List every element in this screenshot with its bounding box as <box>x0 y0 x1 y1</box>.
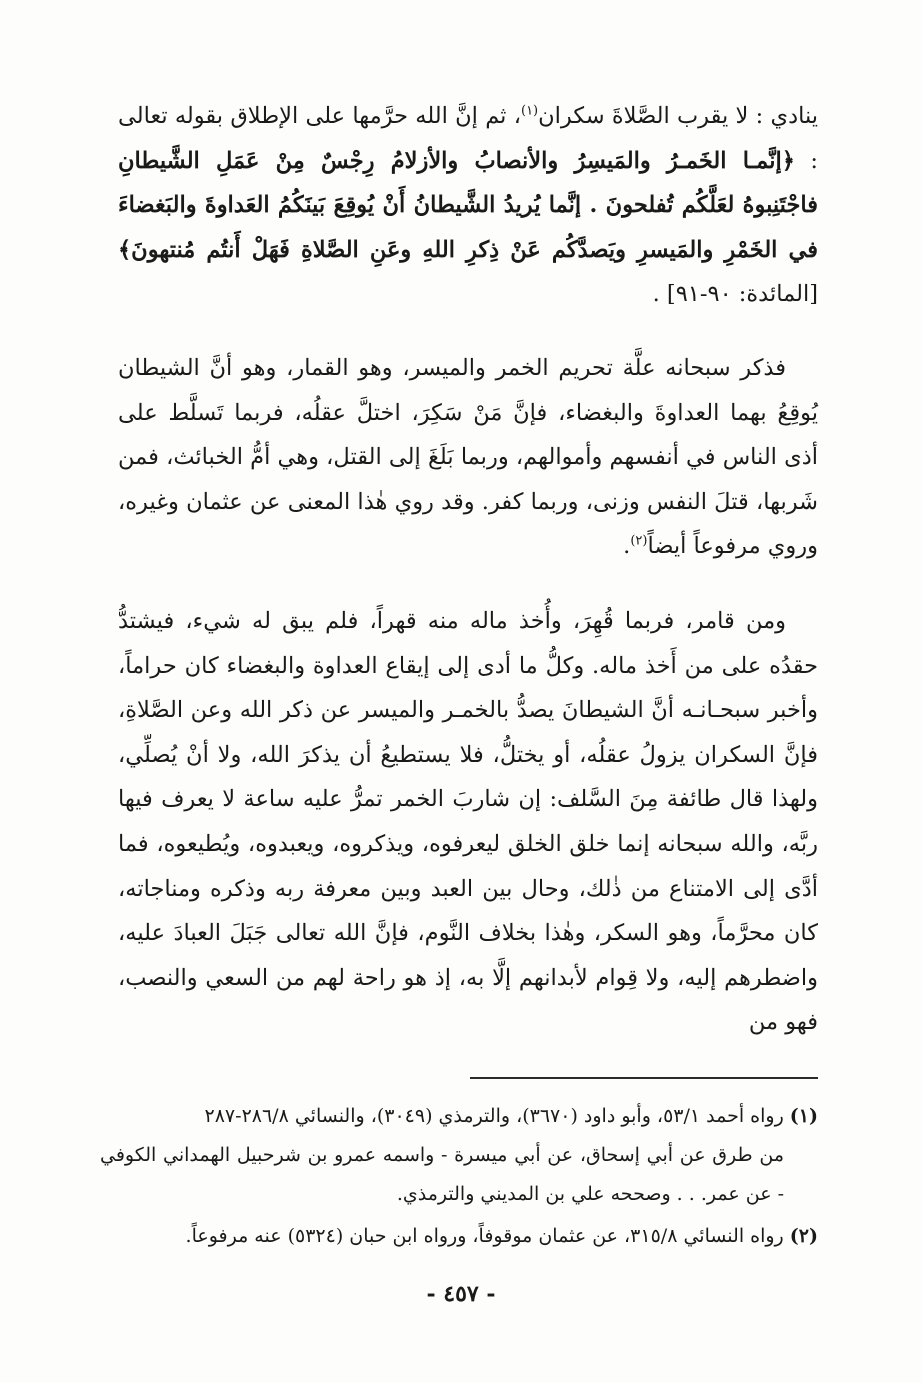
main-text <box>118 94 818 1045</box>
footnote-2-text: رواه النسائي ٣١٥/٨، عن عثمان موقوفاً، ورواه ابن حبان (٥٣٢٤) عنه مرفوعاً. <box>185 1225 790 1247</box>
paragraph-2-text: فذكر سبحانه علَّة تحريم الخمر والميسر، وهو القمار، وهو أنَّ الشيطان يُوقِعُ بهما العداوةَ والبغضاء، فإنَّ مَنْ سَكِرَ، اختلَّ عقلُه، فربما تَسلَّط على أذى الناس في أنفسهم وأموالهم، وربما بَلَغَ إلى القتل، وهي أمُّ الخبائث، فمن شَربها، قتلَ النفس وزنى، وربما كفر. وقد روي هٰذا المعنى عن عثمان وغيره، وروي مرفوعاً أيضاً <box>118 354 818 560</box>
paragraph-1-lead: ينادي : لا يقرب الصَّلاةَ سكران <box>538 103 818 129</box>
paragraph-1-after-ref: ، ثم إنَّ الله حرَّمها على الإطلاق بقوله تعالى : <box>118 103 818 174</box>
footnote-2-number: (٢) <box>789 1225 818 1247</box>
footnotes <box>100 1097 818 1256</box>
footnote-1-continuation: من طرق عن أبي إسحاق، عن أبي ميسرة - واسمه عمرو بن شرحبيل الهمداني الكوفي - عن عمر. . . وصححه علي بن المديني والترمذي. <box>100 1144 784 1205</box>
footnote-ref-2: (٢) <box>630 533 648 549</box>
footnote-2 <box>100 1217 818 1256</box>
quran-verse: ﴿إنَّمـا الخَمـرُ والمَيسِرُ والأنصابُ والأزلامُ رِجْسٌ مِنْ عَمَلِ الشَّيطانِ فاجْتَنِبوهُ لعَلَّكُم تُفلحونَ . إنَّما يُريدُ الشَّيطانُ أَنْ يُوقِعَ بَينَكُمُ العَداوةَ والبَغضاءَ في الخَمْرِ والمَيسرِ ويَصدَّكُم عَنْ ذِكرِ اللهِ وعَنِ الصَّلاةِ فَهَلْ أَنتُم مُنتهونَ﴾ <box>118 147 818 263</box>
page-number: - ٤٥٧ - <box>426 1281 496 1307</box>
footnote-ref-1: (١) <box>520 103 539 119</box>
paragraph-2 <box>118 346 818 569</box>
footnote-separator <box>470 1077 818 1079</box>
footnote-1 <box>100 1097 818 1136</box>
verse-citation: [المائدة: ٩٠-٩١] . <box>652 281 818 308</box>
footnote-1-line1: رواه أحمد ٥٣/١، وأبو داود (٣٦٧٠)، والترمذي (٣٠٤٩)، والنسائي ٢٨٦/٨-٢٨٧ <box>204 1105 790 1127</box>
paragraph-2-end: . <box>623 533 631 560</box>
footnote-1-number: (١) <box>789 1105 818 1127</box>
paragraph-3 <box>118 599 818 1045</box>
paragraph-1 <box>118 94 818 317</box>
paragraph-3-text: ومن قامر، فربما قُهِرَ، وأُخذ ماله منه قهراً، فلم يبق له شيء، فيشتدُّ حقدُه على من أَخذ ماله. وكلُّ ما أدى إلى إيقاع العداوة والبغضاء كان حراماً، وأخبر سبحـانـه أنَّ الشيطانَ يصدُّ بالخمـر والميسر عن ذكر الله وعن الصَّلاةِ، فإنَّ السكران يزولُ عقلُه، أو يختلُّ، فلا يستطيعُ أن يذكرَ الله، ولا أنْ يُصلِّي، ولهذا قال طائفة مِنَ السَّلف: إن شاربَ الخمر تمرُّ عليه ساعة لا يعرف فيها ربَّه، والله سبحانه إنما خلق الخلق ليعرفوه، ويذكروه، ويعبدوه، ويُطيعوه، فما أدَّى إلى الامتناع من ذٰلك، وحال بين العبد وبين معرفة ربه وذكره ومناجاته، كان محرَّماً، وهو السكر، وهٰذا بخلاف النَّوم، فإنَّ الله تعالى جَبَلَ العبادَ عليه، واضطرهم إليه، ولا قِوام لأبدانهم إلَّا به، إذ هو راحة لهم من السعي والنصب، فهو من <box>118 607 818 1036</box>
